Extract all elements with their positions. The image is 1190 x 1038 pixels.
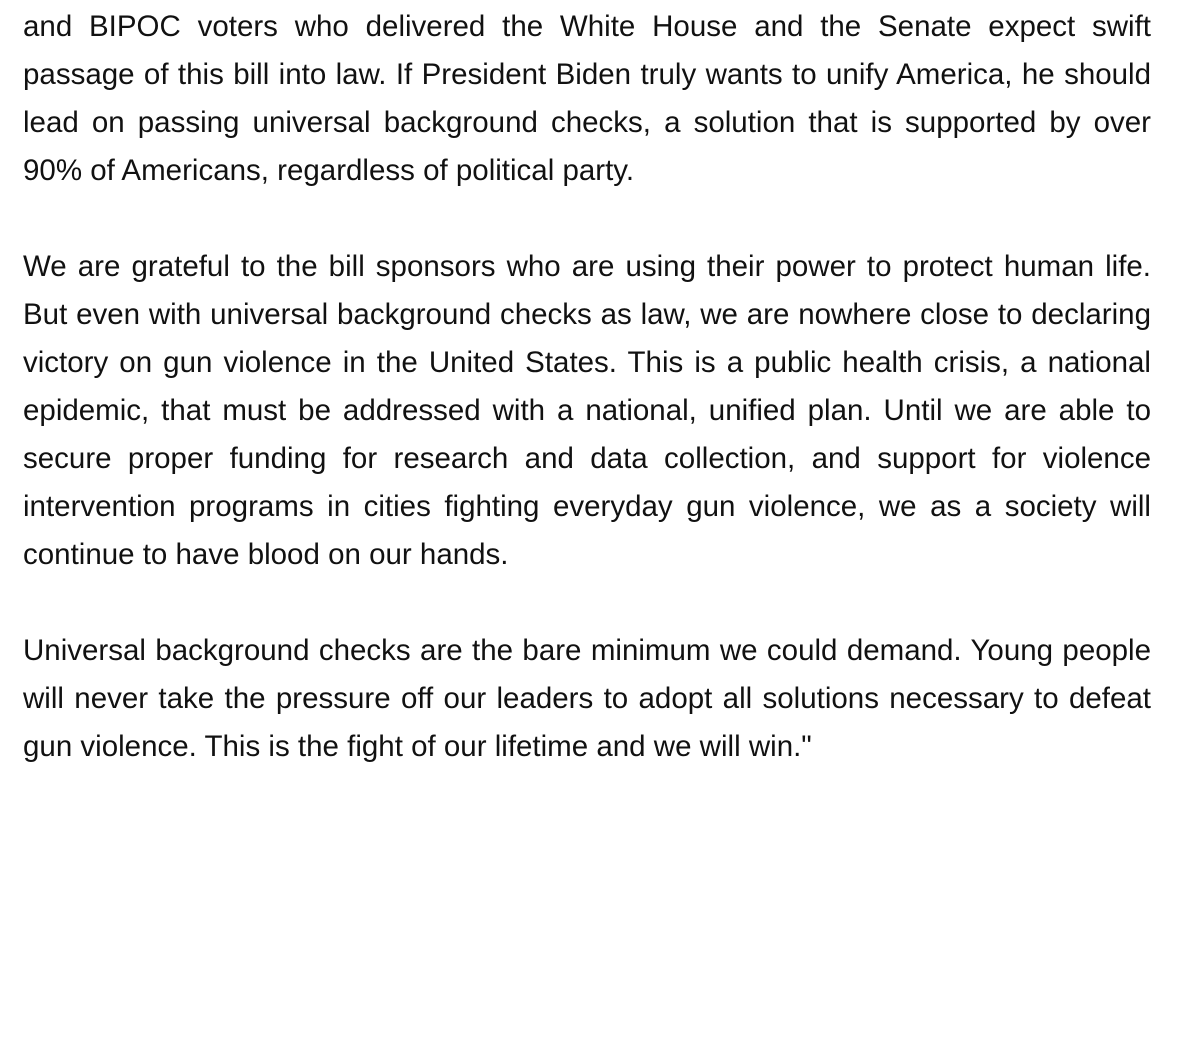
document-body <box>23 3 1151 819</box>
paragraph-2: We are grateful to the bill sponsors who are using their power to protect human life. But even with universal background checks as law, we are nowhere close to declaring victory on gun violence in the United States. This is a public health crisis, a national epidemic, that must be addressed with a national, unified plan. Until we are able to secure proper funding for research and data collection, and support for violence intervention programs in cities fighting everyday gun violence, we as a society will continue to have blood on our hands. <box>23 250 1151 571</box>
paragraph-1: and BIPOC voters who delivered the White House and the Senate expect swift passage of this bill into law. If President Biden truly wants to unify America, he should lead on passing universal background checks, a solution that is supported by over 90% of Americans, regardless of political party. <box>23 10 1151 187</box>
paragraph-3: Universal background checks are the bare minimum we could demand. Young people will never take the pressure off our leaders to adopt all solutions necessary to defeat gun violence. This is the fight of our lifetime and we will win." <box>23 634 1151 763</box>
